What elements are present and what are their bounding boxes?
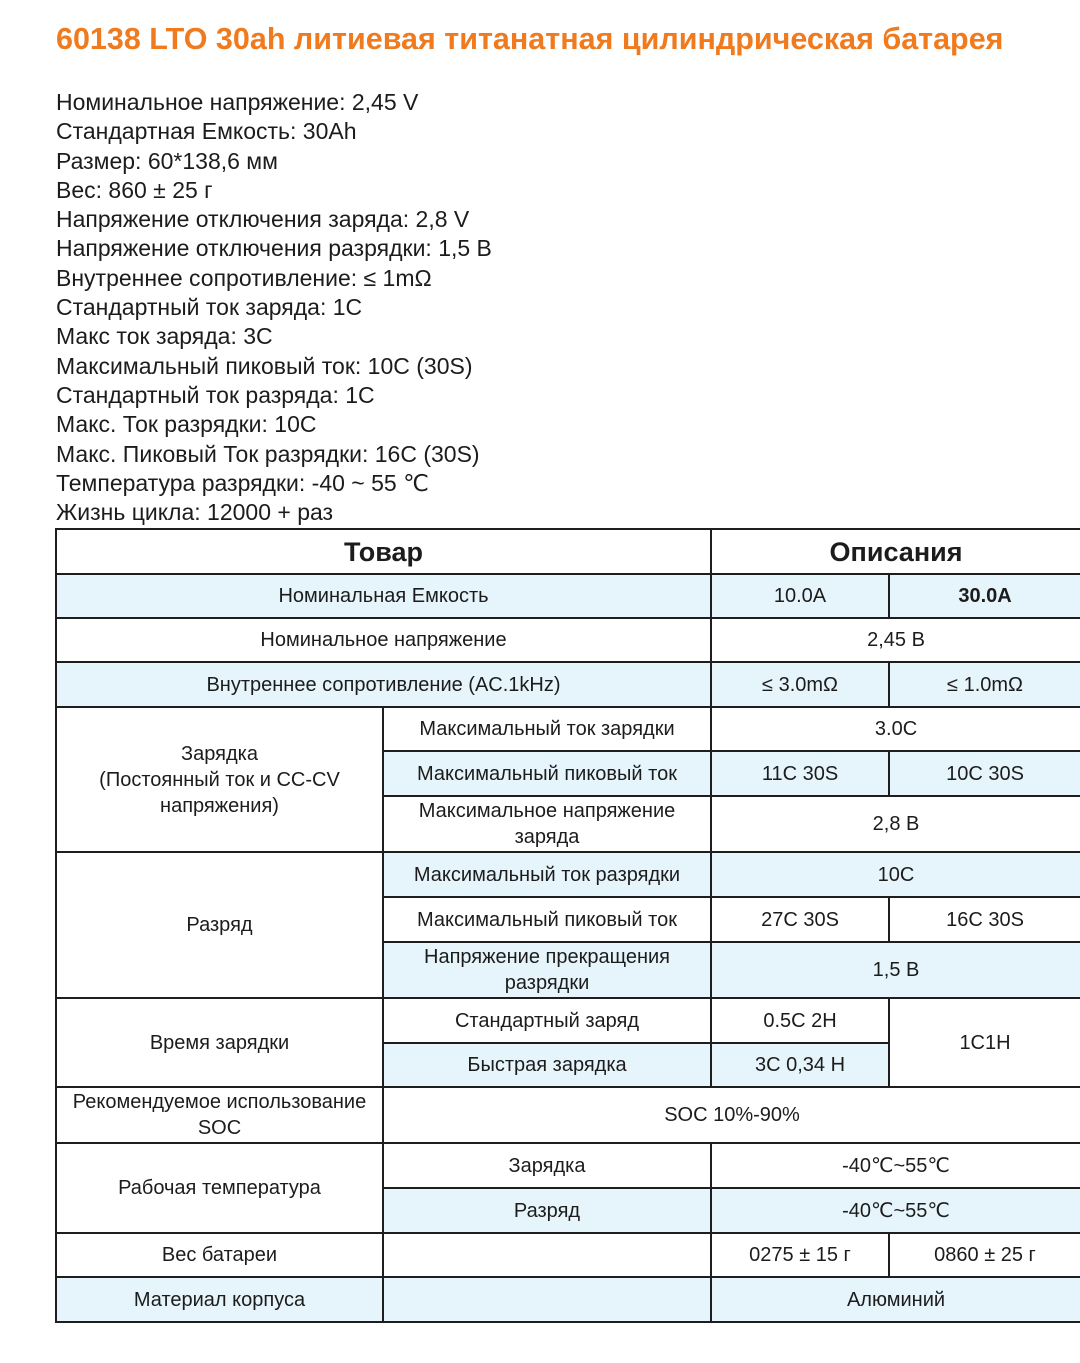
discharge-max-current-label: Максимальный ток разрядки	[383, 852, 711, 897]
temperature-group-label: Рабочая температура	[56, 1143, 383, 1233]
discharge-peak-label: Максимальный пиковый ток	[383, 897, 711, 942]
table-row	[56, 707, 1080, 751]
table-header-row	[56, 529, 1080, 574]
spec-line: Номинальное напряжение: 2,45 V	[56, 89, 419, 115]
table-row	[56, 1277, 1080, 1322]
voltage-label: Номинальное напряжение	[56, 618, 711, 662]
temperature-discharge-label: Разряд	[383, 1188, 711, 1233]
table-row	[56, 998, 1080, 1043]
charge-time-standard-value: 0.5C 2H	[711, 998, 889, 1043]
discharge-cutoff-label: Напряжение прекращения разрядки	[383, 942, 711, 998]
charge-time-standard-label: Стандартный заряд	[383, 998, 711, 1043]
voltage-value: 2,45 В	[711, 618, 1080, 662]
table-row	[56, 852, 1080, 897]
charge-peak-label: Максимальный пиковый ток	[383, 751, 711, 796]
table-row	[56, 618, 1080, 662]
weight-value-1: 0275 ± 15 г	[711, 1233, 889, 1277]
spec-line: Макс. Пиковый Ток разрядки: 16C (30S)	[56, 440, 480, 467]
charge-group-label: Зарядка (Постоянный ток и CC-CV напряжения)	[56, 707, 383, 852]
spec-table	[55, 528, 1080, 1323]
discharge-peak-value-2: 16C 30S	[889, 897, 1080, 942]
resistance-value-2: ≤ 1.0mΩ	[889, 662, 1080, 707]
soc-label: Рекомендуемое использование SOC	[56, 1087, 383, 1143]
soc-value: SOC 10%-90%	[383, 1087, 1080, 1143]
material-value: Алюминий	[711, 1277, 1080, 1322]
header-description: Описания	[711, 529, 1080, 574]
material-label: Материал корпуса	[56, 1277, 383, 1322]
temperature-charge-value: -40℃~55℃	[711, 1143, 1080, 1188]
material-empty-cell	[383, 1277, 711, 1322]
table-row	[56, 662, 1080, 707]
capacity-value-1: 10.0A	[711, 574, 889, 618]
spec-line: Стандартный ток заряда: 1C	[56, 294, 363, 321]
spec-line: Стандартный ток разряда: 1C	[56, 381, 375, 408]
charge-max-current-value: 3.0C	[711, 707, 1080, 751]
weight-label: Вес батареи	[56, 1233, 383, 1277]
spec-line: Стандартная Емкость: 30Ah	[56, 118, 357, 145]
discharge-cutoff-value: 1,5 В	[711, 942, 1080, 998]
header-item: Товар	[56, 529, 711, 574]
spec-line: Максимальный пиковый ток: 10C (30S)	[56, 352, 473, 379]
charge-peak-value-2: 10C 30S	[889, 751, 1080, 796]
resistance-label: Внутреннее сопротивление (AC.1kHz)	[56, 662, 711, 707]
charge-time-value-2: 1C1H	[889, 998, 1080, 1087]
weight-empty-cell	[383, 1233, 711, 1277]
table-row	[56, 1233, 1080, 1277]
charge-max-voltage-label: Максимальное напряжение заряда	[383, 796, 711, 852]
discharge-group-label: Разряд	[56, 852, 383, 998]
charge-time-fast-label: Быстрая зарядка	[383, 1043, 711, 1087]
temperature-charge-label: Зарядка	[383, 1143, 711, 1188]
spec-list	[56, 88, 492, 527]
spec-line: Макс ток заряда: 3C	[56, 323, 273, 350]
spec-line: Внутреннее сопротивление: ≤ 1mΩ	[56, 264, 432, 291]
charge-time-fast-value: 3C 0,34 H	[711, 1043, 889, 1087]
charge-peak-value-1: 11C 30S	[711, 751, 889, 796]
charge-max-current-label: Максимальный ток зарядки	[383, 707, 711, 751]
capacity-value-2: 30.0A	[889, 574, 1080, 618]
charge-time-group-label: Время зарядки	[56, 998, 383, 1087]
spec-line: Вес: 860 ± 25 г	[56, 176, 213, 203]
temperature-discharge-value: -40℃~55℃	[711, 1188, 1080, 1233]
spec-line: Температура разрядки: -40 ~ 55 ℃	[56, 469, 429, 496]
discharge-max-current-value: 10C	[711, 852, 1080, 897]
table-row	[56, 1143, 1080, 1188]
capacity-label: Номинальная Емкость	[56, 574, 711, 618]
spec-line: Жизнь цикла: 12000 + раз	[56, 499, 334, 526]
spec-line: Напряжение отключения разрядки: 1,5 В	[56, 235, 492, 262]
page-title: 60138 LTO 30ah литиевая титанатная цилиндрическая батарея	[56, 22, 1004, 56]
table-row	[56, 574, 1080, 618]
spec-line: Макс. Ток разрядки: 10C	[56, 411, 317, 438]
weight-value-2: 0860 ± 25 г	[889, 1233, 1080, 1277]
spec-line: Размер: 60*138,6 мм	[56, 147, 278, 174]
discharge-peak-value-1: 27C 30S	[711, 897, 889, 942]
spec-line: Напряжение отключения заряда: 2,8 V	[56, 206, 470, 233]
resistance-value-1: ≤ 3.0mΩ	[711, 662, 889, 707]
table-row	[56, 1087, 1080, 1143]
charge-max-voltage-value: 2,8 В	[711, 796, 1080, 852]
